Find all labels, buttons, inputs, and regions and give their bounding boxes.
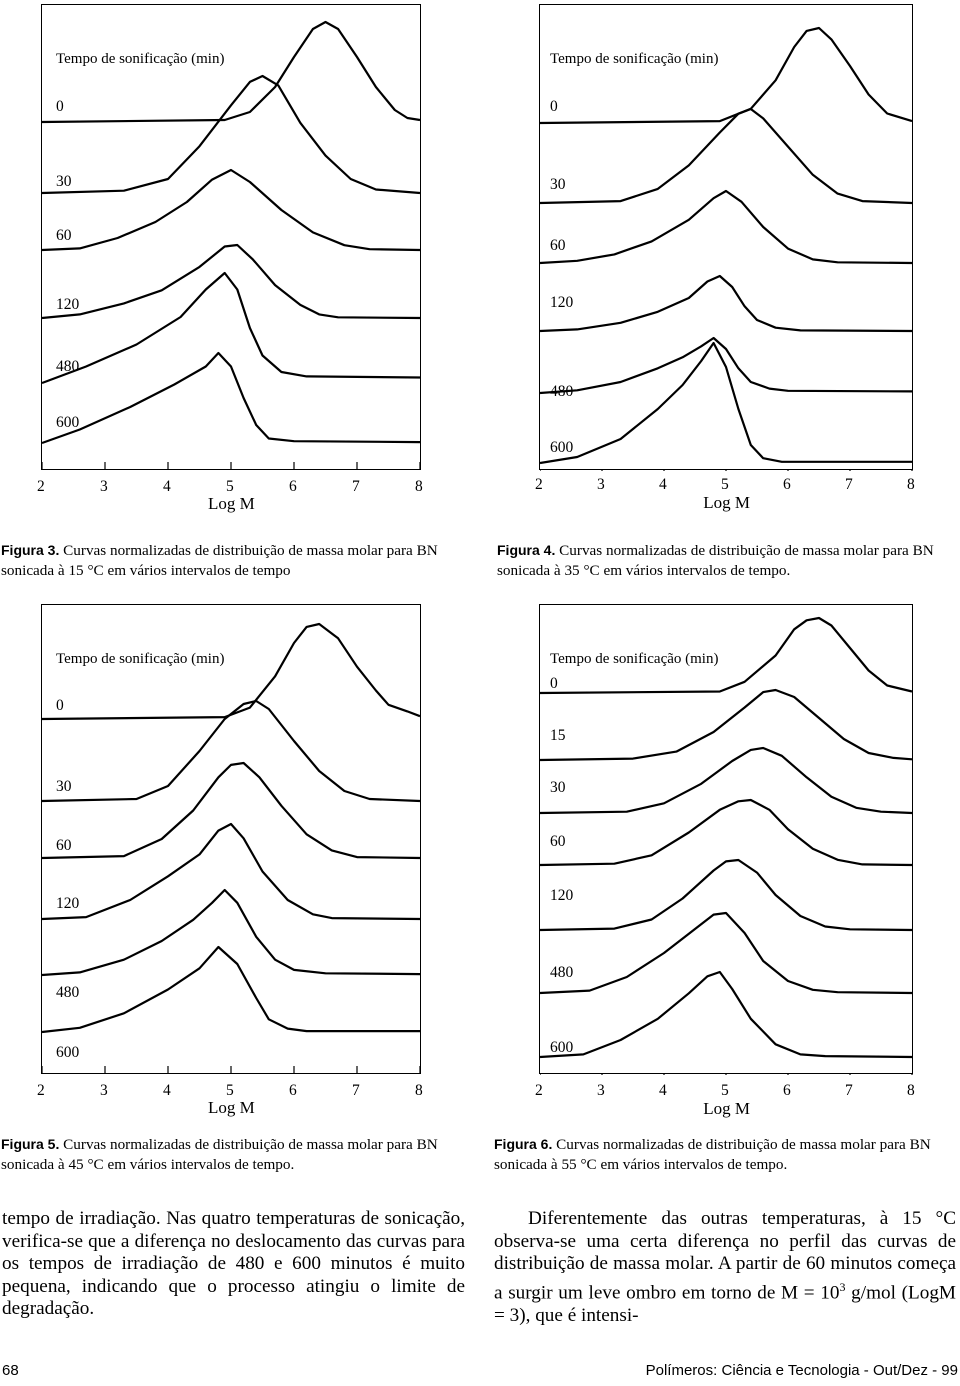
figure-3-plot: [41, 4, 421, 470]
distribution-curve-60: [540, 800, 912, 865]
series-label-30: 30: [56, 173, 72, 190]
x-tick-label: 2: [535, 476, 543, 493]
distribution-curve-600: [42, 353, 420, 443]
series-label-600: 600: [550, 1039, 574, 1056]
series-label-120: 120: [550, 294, 574, 311]
figure-3-caption: [1, 540, 466, 581]
figure-6-caption: [494, 1134, 956, 1175]
x-tick-label: 8: [415, 478, 423, 495]
figure-5-plot: [41, 604, 421, 1074]
series-label-30: 30: [550, 176, 566, 193]
x-tick-label: 6: [783, 476, 791, 493]
series-label-600: 600: [550, 439, 574, 456]
right-paragraph-text-1: Diferentemente das outras temperaturas, à 15 °C observa-se uma certa diferença no perfil das curvas de distribuição de massa molar. A partir de 60 minutos começa a surgir um leve ombro em torno de M = 10: [494, 1208, 956, 1304]
x-tick-label: 3: [100, 1082, 108, 1099]
distribution-curve-0: [540, 28, 912, 123]
x-tick-label: 5: [721, 1082, 729, 1099]
distribution-curve-600: [540, 972, 912, 1057]
x-tick-label: 5: [721, 476, 729, 493]
series-label-0: 0: [56, 697, 64, 714]
series-label-120: 120: [56, 895, 80, 912]
figure-3-curves: [42, 5, 422, 471]
figure-4-legend-title: Tempo de sonificação (min): [550, 51, 719, 67]
x-tick-label: 4: [659, 476, 667, 493]
figure-5-curves: [42, 605, 422, 1075]
x-tick-label: 8: [907, 476, 915, 493]
x-tick-label: 7: [352, 478, 360, 495]
distribution-curve-60: [42, 763, 420, 858]
x-tick-label: 6: [289, 478, 297, 495]
figure-6-legend-title: Tempo de sonificação (min): [550, 651, 719, 667]
x-tick-label: 4: [163, 478, 171, 495]
distribution-curve-60: [42, 170, 420, 250]
x-tick-label: 3: [100, 478, 108, 495]
figure-4-curves: [540, 5, 914, 471]
series-label-480: 480: [56, 358, 80, 375]
series-label-30: 30: [550, 779, 566, 796]
x-tick-label: 8: [415, 1082, 423, 1099]
series-label-480: 480: [550, 964, 574, 981]
figure-5-legend-title: Tempo de sonificação (min): [56, 651, 225, 667]
x-tick-label: 2: [37, 478, 45, 495]
left-paragraph: tempo de irradiação. Nas quatro temperaturas de sonicação, verifica-se que a diferença no deslocamento das curvas para os tempos de irradiação de 480 e 600 minutos é muito pequena, indicando que o processo atingiu o limite de degradação.: [2, 1208, 465, 1320]
series-label-30: 30: [56, 778, 72, 795]
x-tick-label: 7: [845, 476, 853, 493]
series-label-600: 600: [56, 1044, 80, 1061]
right-paragraph: [494, 1208, 956, 1327]
figure-3-caption-label: Figura 3.: [1, 542, 60, 558]
series-label-600: 600: [56, 414, 80, 431]
journal-footer: Polímeros: Ciência e Tecnologia - Out/Dez - 99: [645, 1362, 958, 1379]
x-axis-label: Log M: [703, 1099, 751, 1118]
x-tick-label: 4: [659, 1082, 667, 1099]
distribution-curve-0: [42, 624, 420, 719]
x-tick-label: 6: [289, 1082, 297, 1099]
series-label-0: 0: [56, 98, 64, 115]
figure-6-curves: [540, 605, 914, 1075]
series-label-480: 480: [550, 383, 574, 400]
series-label-60: 60: [56, 837, 72, 854]
distribution-curve-120: [540, 860, 912, 930]
figure-5-caption-text: Curvas normalizadas de distribuição de massa molar para BN sonicada à 45 °C em vários intervalos de tempo.: [1, 1136, 438, 1173]
x-tick-label: 5: [226, 1082, 234, 1099]
figure-6-caption-label: Figura 6.: [494, 1136, 553, 1152]
series-label-0: 0: [550, 98, 558, 115]
figure-5-caption: [1, 1134, 466, 1175]
series-label-480: 480: [56, 984, 80, 1001]
series-label-0: 0: [550, 675, 558, 692]
right-paragraph-superscript: 3: [839, 1279, 846, 1294]
figure-4-plot: [539, 4, 913, 470]
distribution-curve-600: [540, 343, 912, 463]
figure-6-caption-text: Curvas normalizadas de distribuição de massa molar para BN sonicada à 55 °C em vários intervalos de tempo.: [494, 1136, 931, 1173]
figure-3-caption-text: Curvas normalizadas de distribuição de massa molar para BN sonicada à 15 °C em vários intervalos de tempo: [1, 542, 438, 579]
figure-3-legend-title: Tempo de sonificação (min): [56, 51, 225, 67]
right-paragraph-text-2: g/mol (LogM = 3), que é intensi-: [494, 1282, 956, 1326]
distribution-curve-480: [42, 890, 420, 975]
series-label-60: 60: [550, 237, 566, 254]
figure-4-caption-text: Curvas normalizadas de distribuição de massa molar para BN sonicada à 35 °C em vários intervalos de tempo.: [497, 542, 934, 579]
page-number: 68: [2, 1362, 19, 1379]
x-tick-label: 3: [597, 476, 605, 493]
figure-6-plot: [539, 604, 913, 1074]
x-tick-label: 2: [37, 1082, 45, 1099]
figure-5-caption-label: Figura 5.: [1, 1136, 60, 1152]
x-tick-label: 6: [783, 1082, 791, 1099]
series-label-60: 60: [550, 833, 566, 850]
x-tick-label: 7: [352, 1082, 360, 1099]
distribution-curve-30: [42, 76, 420, 193]
x-axis-label: Log M: [207, 494, 255, 513]
distribution-curve-30: [42, 701, 420, 801]
distribution-curve-30: [540, 748, 912, 813]
x-tick-label: 3: [597, 1082, 605, 1099]
x-tick-label: 5: [226, 478, 234, 495]
figure-4-caption: [497, 540, 959, 581]
x-axis-label: Log M: [703, 493, 751, 512]
x-tick-label: 2: [535, 1082, 543, 1099]
figure-4-caption-label: Figura 4.: [497, 542, 556, 558]
distribution-curve-120: [42, 824, 420, 919]
x-tick-label: 8: [907, 1082, 915, 1099]
series-label-15: 15: [550, 727, 566, 744]
series-label-120: 120: [550, 887, 574, 904]
series-label-120: 120: [56, 296, 80, 313]
series-label-60: 60: [56, 227, 72, 244]
distribution-curve-600: [42, 947, 420, 1032]
x-axis-label: Log M: [207, 1098, 255, 1117]
distribution-curve-120: [540, 276, 912, 331]
distribution-curve-15: [540, 690, 912, 760]
x-tick-label: 7: [845, 1082, 853, 1099]
x-tick-label: 4: [163, 1082, 171, 1099]
